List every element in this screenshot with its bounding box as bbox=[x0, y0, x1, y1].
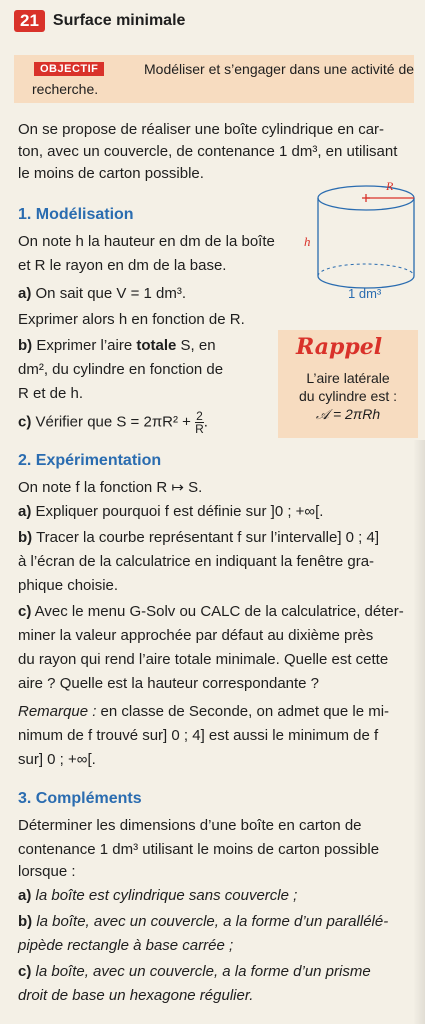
s1-b: b) Exprimer l’aire totale S, en bbox=[18, 337, 216, 354]
cylinder-bottom-back bbox=[318, 264, 414, 276]
objective-box bbox=[14, 55, 414, 103]
radius-label: R bbox=[386, 179, 394, 193]
s1-line-2: et R le rayon en dm de la base. bbox=[18, 257, 227, 274]
s3-a: a) la boîte est cylindrique sans couvercle ; bbox=[18, 887, 298, 904]
s3-line-1: Déterminer les dimensions d’une boîte en carton de bbox=[18, 817, 362, 834]
s3-line-3: lorsque : bbox=[18, 863, 76, 880]
objective-tag: OBJECTIF bbox=[34, 62, 104, 76]
exercise-title: Surface minimale bbox=[52, 12, 186, 29]
s1-b-line-2: dm², du cylindre en fonction de bbox=[18, 361, 224, 378]
s2-c-line-2: miner la valeur approchée par défaut au dixième près bbox=[18, 627, 374, 644]
s3-c-line-2: droit de base un hexagone régulier. bbox=[18, 987, 254, 1004]
s2-b-line-3: phique choisie. bbox=[18, 577, 119, 594]
s3-b: b) la boîte, avec un couvercle, a la forme d’un parallélé- bbox=[18, 913, 389, 930]
rappel-line-1: L’aire latérale bbox=[306, 370, 390, 386]
rappel-line-2: du cylindre est : bbox=[298, 388, 398, 404]
exercise-number: 21 bbox=[14, 10, 45, 32]
section-1-title: 1. Modélisation bbox=[18, 206, 134, 223]
volume-label: 1 dm³ bbox=[348, 286, 382, 301]
s2-line-1: On note f la fonction R ↦ S. bbox=[18, 479, 203, 496]
exercise-header bbox=[14, 10, 185, 32]
intro-line-1: On se propose de réaliser une boîte cylindrique en car- bbox=[18, 121, 385, 138]
s2-c-line-3: du rayon qui rend l’aire totale minimale. Quelle est cette bbox=[18, 651, 389, 668]
rappel-box bbox=[278, 330, 418, 438]
intro-line-2: ton, avec un couvercle, de contenance 1 dm³, en utilisant bbox=[18, 143, 398, 160]
s1-c: c) Vérifier que S = 2πR² + $\frac{2}{R}$ . bbox=[18, 409, 208, 436]
cylinder-figure bbox=[300, 176, 422, 306]
s1-line-1: On note h la hauteur en dm de la boîte bbox=[18, 233, 275, 250]
rappel-title: Rappel bbox=[296, 334, 383, 360]
s3-c: c) la boîte, avec un couvercle, a la forme d’un prisme bbox=[18, 963, 371, 980]
s1-a: a) On sait que V = 1 dm³. bbox=[18, 285, 187, 302]
objective-line-1: Modéliser et s’engager dans une activité de bbox=[144, 61, 415, 77]
s2-b-line-2: à l’écran de la calculatrice en indiquant la fenêtre gra- bbox=[18, 553, 375, 570]
s2-a: a) Expliquer pourquoi f est définie sur ]0 ; +∞[. bbox=[18, 503, 324, 520]
page-edge-shadow bbox=[413, 440, 425, 1024]
s1-a-line-2: Exprimer alors h en fonction de R. bbox=[18, 311, 245, 328]
s2-remark: Remarque : en classe de Seconde, on admet que le mi- bbox=[18, 703, 390, 720]
s1-b-line-3: R et de h. bbox=[18, 385, 84, 402]
s3-b-line-2: pipède rectangle à base carrée ; bbox=[18, 937, 234, 954]
section-2-title: 2. Expérimentation bbox=[18, 452, 162, 469]
s2-remark-line-3: sur] 0 ; +∞[. bbox=[18, 751, 96, 768]
s2-c-line-4: aire ? Quelle est la hauteur correspondante ? bbox=[18, 675, 320, 692]
objective-line-2: recherche. bbox=[32, 81, 99, 97]
s2-b: b) Tracer la courbe représentant f sur l’intervalle] 0 ; 4] bbox=[18, 529, 380, 546]
s3-line-2: contenance 1 dm³ utilisant le moins de carton possible bbox=[18, 841, 380, 858]
section-3-title: 3. Compléments bbox=[18, 790, 142, 807]
s2-remark-line-2: nimum de f trouvé sur] 0 ; 4] est aussi le minimum de f bbox=[18, 727, 379, 744]
fraction-2-over-r: $\frac{2}{R}$ bbox=[195, 409, 204, 436]
s2-c: c) Avec le menu G-Solv ou CALC de la calculatrice, déter- bbox=[18, 603, 404, 620]
height-label: h bbox=[304, 234, 311, 249]
intro-line-3: le moins de carton possible. bbox=[18, 165, 204, 182]
rappel-formula: 𝒜 = 2πRh bbox=[315, 406, 381, 422]
